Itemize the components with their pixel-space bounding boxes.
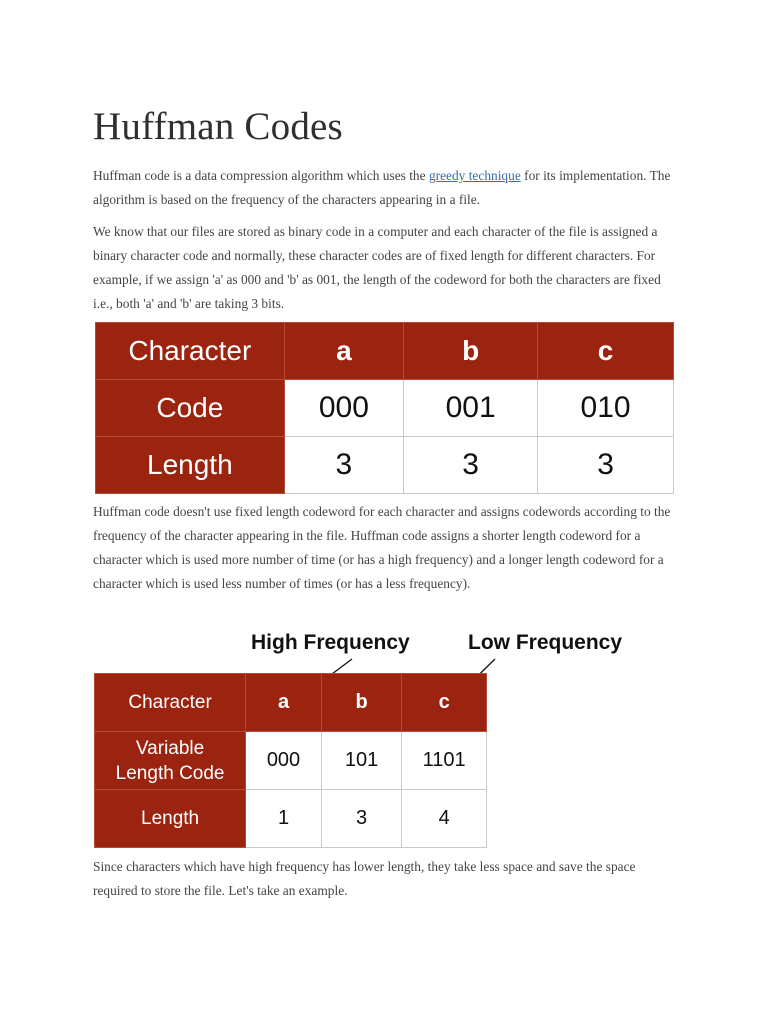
length-b-cell: 3 bbox=[321, 790, 401, 848]
code-a-cell: 000 bbox=[246, 732, 322, 790]
character-header-cell: Character bbox=[95, 674, 246, 732]
greedy-technique-link[interactable]: greedy technique bbox=[428, 168, 521, 183]
length-a-cell: 3 bbox=[284, 437, 404, 494]
code-c-cell: 1101 bbox=[402, 732, 487, 790]
length-a-cell: 1 bbox=[246, 790, 322, 848]
length-b-cell: 3 bbox=[404, 437, 538, 494]
table-row bbox=[95, 790, 487, 848]
high-frequency-label: High Frequency bbox=[251, 631, 410, 654]
length-header-cell: Length bbox=[95, 790, 246, 848]
variable-length-figure bbox=[94, 625, 664, 845]
table-row bbox=[96, 323, 674, 380]
character-a-cell: a bbox=[246, 674, 322, 732]
character-b-cell: b bbox=[404, 323, 538, 380]
variable-length-code-table bbox=[94, 673, 487, 848]
fixed-length-code-table bbox=[95, 322, 674, 494]
length-header-cell: Length bbox=[96, 437, 285, 494]
intro-paragraph bbox=[93, 164, 683, 212]
code-b-cell: 101 bbox=[321, 732, 401, 790]
conclusion-paragraph: Since characters which have high frequency has lower length, they take less space and save the space required to store the file. Let's take an example. bbox=[93, 859, 636, 898]
variable-length-paragraph: Huffman code doesn't use fixed length codeword for each character and assigns codewords according to the frequency of the character appearing in the file. Huffman code assigns a shorter length codeword for a character which is used more number of time (or has a high frequency) and a longer length codeword for a character which is used less number of times (or has a less frequency). bbox=[93, 504, 671, 591]
code-c-cell: 010 bbox=[538, 380, 674, 437]
table-row bbox=[96, 380, 674, 437]
character-b-cell: b bbox=[321, 674, 401, 732]
code-label-line1: Variable bbox=[135, 737, 205, 759]
code-header-cell: Code bbox=[96, 380, 285, 437]
intro-text-before-link: Huffman code is a data compression algorithm which uses the bbox=[93, 168, 429, 183]
intro-text-after-link: for its implementation. The algorithm is based on the frequency of the characters appearing in a file. bbox=[93, 168, 671, 207]
fixed-length-paragraph: We know that our files are stored as binary code in a computer and each character of the file is assigned a binary character code and normally, these character codes are of fixed length for different characters. For example, if we assign 'a' as 000 and 'b' as 001, the length of the codeword for both the characters are fixed i.e., both 'a' and 'b' are taking 3 bits. bbox=[93, 224, 661, 311]
character-c-cell: c bbox=[402, 674, 487, 732]
table-row bbox=[95, 674, 487, 732]
code-b-cell: 001 bbox=[404, 380, 538, 437]
character-header-cell: Character bbox=[96, 323, 285, 380]
length-c-cell: 4 bbox=[402, 790, 487, 848]
page-title: Huffman Codes bbox=[93, 105, 343, 148]
variable-length-code-header-cell bbox=[95, 732, 246, 790]
code-label-line2: Length Code bbox=[115, 762, 225, 784]
length-c-cell: 3 bbox=[538, 437, 674, 494]
table-row bbox=[95, 732, 487, 790]
character-c-cell: c bbox=[538, 323, 674, 380]
character-a-cell: a bbox=[284, 323, 404, 380]
low-frequency-label: Low Frequency bbox=[468, 631, 623, 654]
table-row bbox=[96, 437, 674, 494]
code-a-cell: 000 bbox=[284, 380, 404, 437]
